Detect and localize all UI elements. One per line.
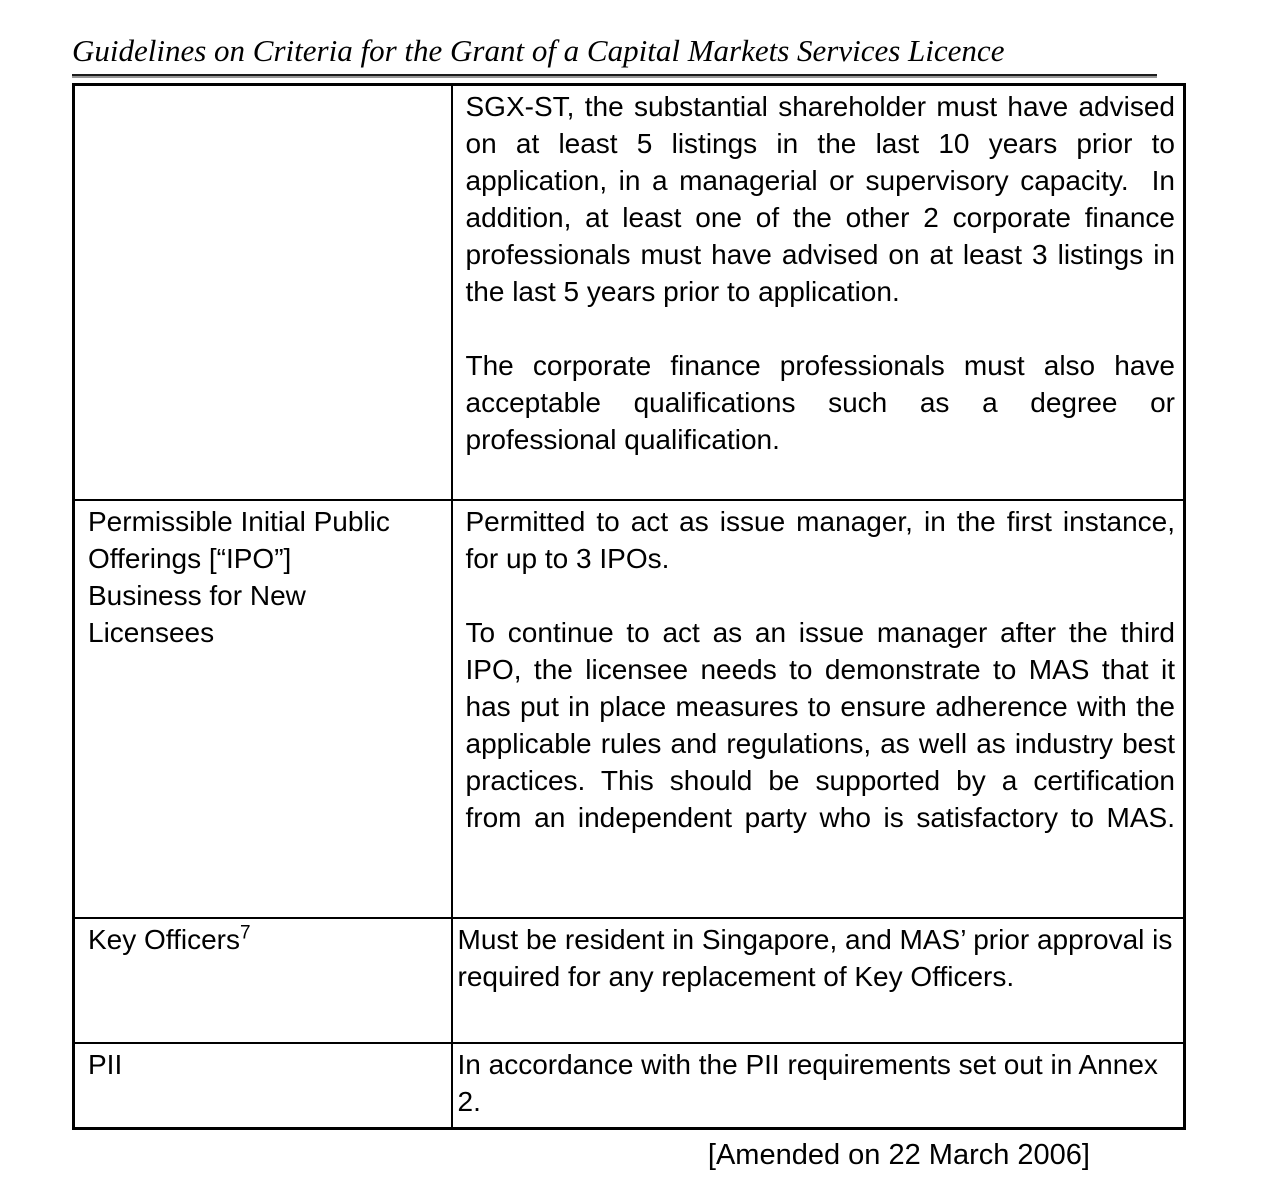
table-row-permissible-ipo (74, 500, 1185, 918)
footnote-marker: 7 (239, 922, 251, 944)
cell-paragraph: In accordance with the PII requirements set out in Annex 2. (457, 1049, 1158, 1117)
row-label-cell (74, 918, 452, 1043)
cell-paragraph: SGX-ST, the substantial shareholder must have advised on at least 5 listings in the last 10 years prior to application, in a managerial or supervisory capacity. In addition, at least one of the other 2 corporate finance professionals must have advised on at least 3 listings in the last 5 years prior to application. (465, 91, 1175, 307)
criteria-table (72, 83, 1186, 1130)
page-title: Guidelines on Criteria for the Grant of a Capital Markets Services Licence (72, 33, 1005, 68)
row-content-cell (452, 85, 1185, 501)
row-content-cell (452, 1043, 1185, 1129)
table-row-key-officers (74, 918, 1185, 1043)
cell-paragraph: The corporate finance professionals must also have acceptable qualifications such as a degree or professional qualification. (465, 350, 1175, 455)
table-row-sgx-continuation (74, 85, 1185, 501)
row-content-cell (452, 500, 1185, 918)
row-content-cell (452, 918, 1185, 1043)
cell-paragraph: To continue to act as an issue manager after the third IPO, the licensee needs to demonstrate to MAS that it has put in place measures to ensure adherence with the applicable rules and regulations, as well as industry best practices. This should be supported by a certification from an independent party who is satisfactory to MAS. (465, 617, 1175, 833)
table-row-pii (74, 1043, 1185, 1129)
row-label-line: Permissible Initial Public (88, 506, 390, 537)
row-label-cell (74, 500, 452, 918)
row-label-line: Licensees (88, 617, 215, 648)
row-label-cell (74, 85, 452, 501)
row-label-text: Key Officers (88, 924, 240, 955)
row-label-line: Business for New (88, 580, 306, 611)
row-label-line: Offerings [“IPO”] (88, 543, 292, 574)
cell-paragraph: Must be resident in Singapore, and MAS’ prior approval is required for any replacement of Key Officers. (457, 924, 1173, 992)
header-rule (72, 74, 1157, 78)
row-label-text: PII (88, 1049, 123, 1080)
amendment-note: [Amended on 22 March 2006] (707, 1139, 1090, 1171)
cell-paragraph: Permitted to act as issue manager, in the first instance, for up to 3 IPOs. (465, 506, 1175, 574)
row-label-cell (74, 1043, 452, 1129)
